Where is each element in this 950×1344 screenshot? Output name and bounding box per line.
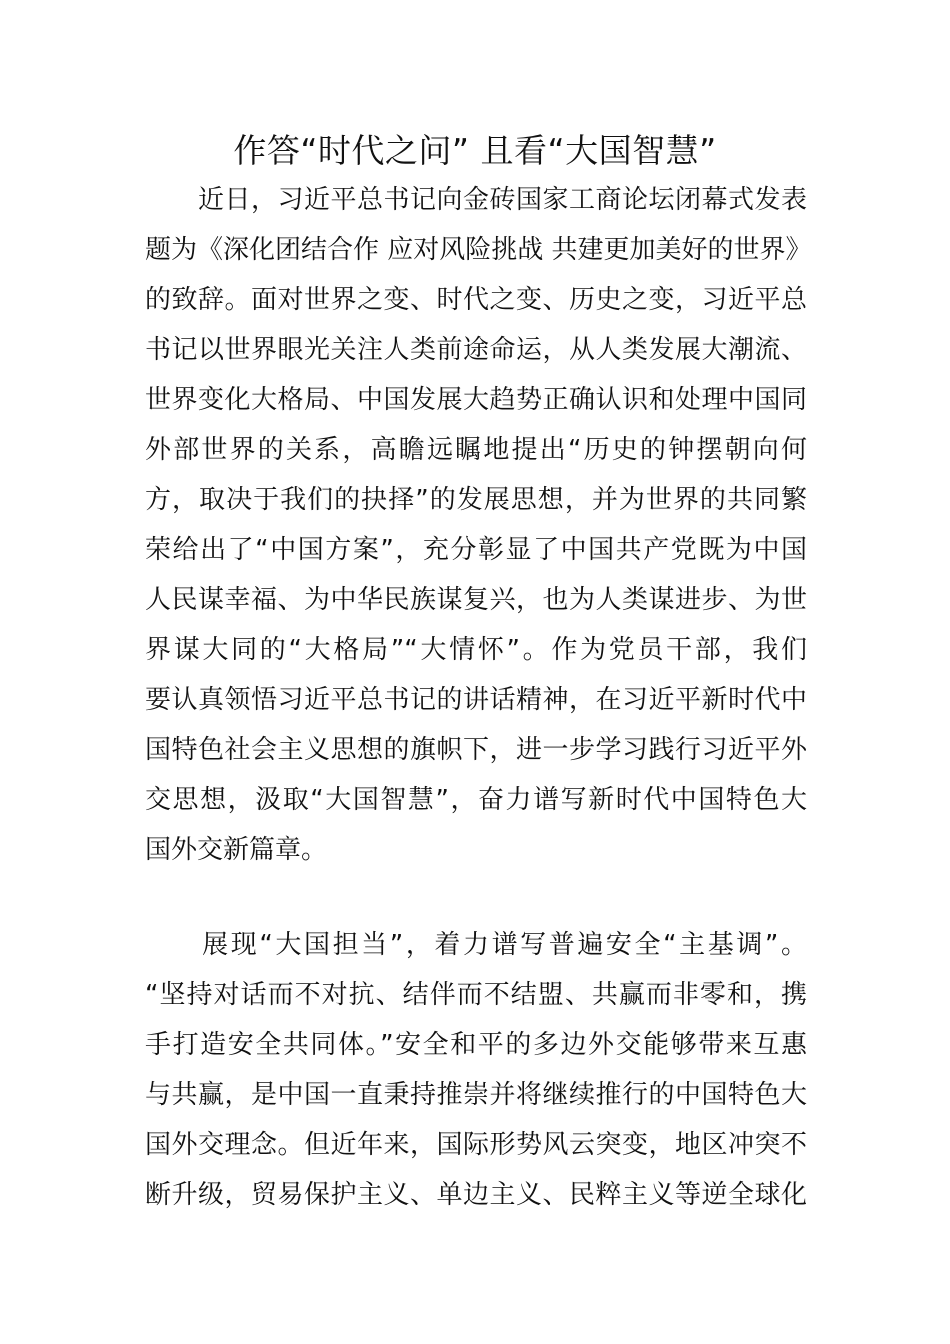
text-line: 方，取决于我们的抉择”的发展思想，并为世界的共同繁 <box>145 485 807 515</box>
text-line: 的致辞。面对世界之变、时代之变、历史之变，习近平总 <box>145 285 807 315</box>
text-line: 荣给出了“中国方案”，充分彰显了中国共产党既为中国 <box>145 535 807 565</box>
text-line: 交思想，汲取“大国智慧”，奋力谱写新时代中国特色大 <box>145 785 807 815</box>
text-line: 国外交新篇章。 <box>145 835 328 865</box>
text-line: 界谋大同的“大格局”“大情怀”。作为党员干部，我们 <box>145 635 807 665</box>
paragraph-2 <box>145 920 807 1220</box>
text-line: 书记以世界眼光关注人类前途命运，从人类发展大潮流、 <box>145 335 807 365</box>
text-line: 与共赢，是中国一直秉持推崇并将继续推行的中国特色大 <box>145 1080 807 1110</box>
text-line: 国特色社会主义思想的旗帜下，进一步学习践行习近平外 <box>145 735 807 765</box>
text-line: 国外交理念。但近年来，国际形势风云突变，地区冲突不 <box>145 1130 807 1160</box>
text-line: 世界变化大格局、中国发展大趋势正确认识和处理中国同 <box>145 385 807 415</box>
text-line: 断升级，贸易保护主义、单边主义、民粹主义等逆全球化 <box>145 1180 807 1210</box>
text-line: 展现“大国担当”，着力谱写普遍安全“主基调”。 <box>145 930 807 960</box>
paragraph-1 <box>145 175 812 875</box>
text-line: “坚持对话而不对抗、结伴而不结盟、共赢而非零和，携 <box>145 980 807 1010</box>
text-line: 近日，习近平总书记向金砖国家工商论坛闭幕式发表 <box>145 185 807 215</box>
text-line: 人民谋幸福、为中华民族谋复兴，也为人类谋进步、为世 <box>145 585 807 615</box>
text-line: 手打造安全共同体。”安全和平的多边外交能够带来互惠 <box>145 1030 807 1060</box>
text-line: 外部世界的关系，高瞻远瞩地提出“历史的钟摆朝向何 <box>145 435 807 465</box>
document-title: 作答“时代之问” 且看“大国智慧” <box>233 131 717 170</box>
text-line: 题为《深化团结合作 应对风险挑战 共建更加美好的世界》 <box>145 235 812 265</box>
text-line: 要认真领悟习近平总书记的讲话精神，在习近平新时代中 <box>145 685 807 715</box>
